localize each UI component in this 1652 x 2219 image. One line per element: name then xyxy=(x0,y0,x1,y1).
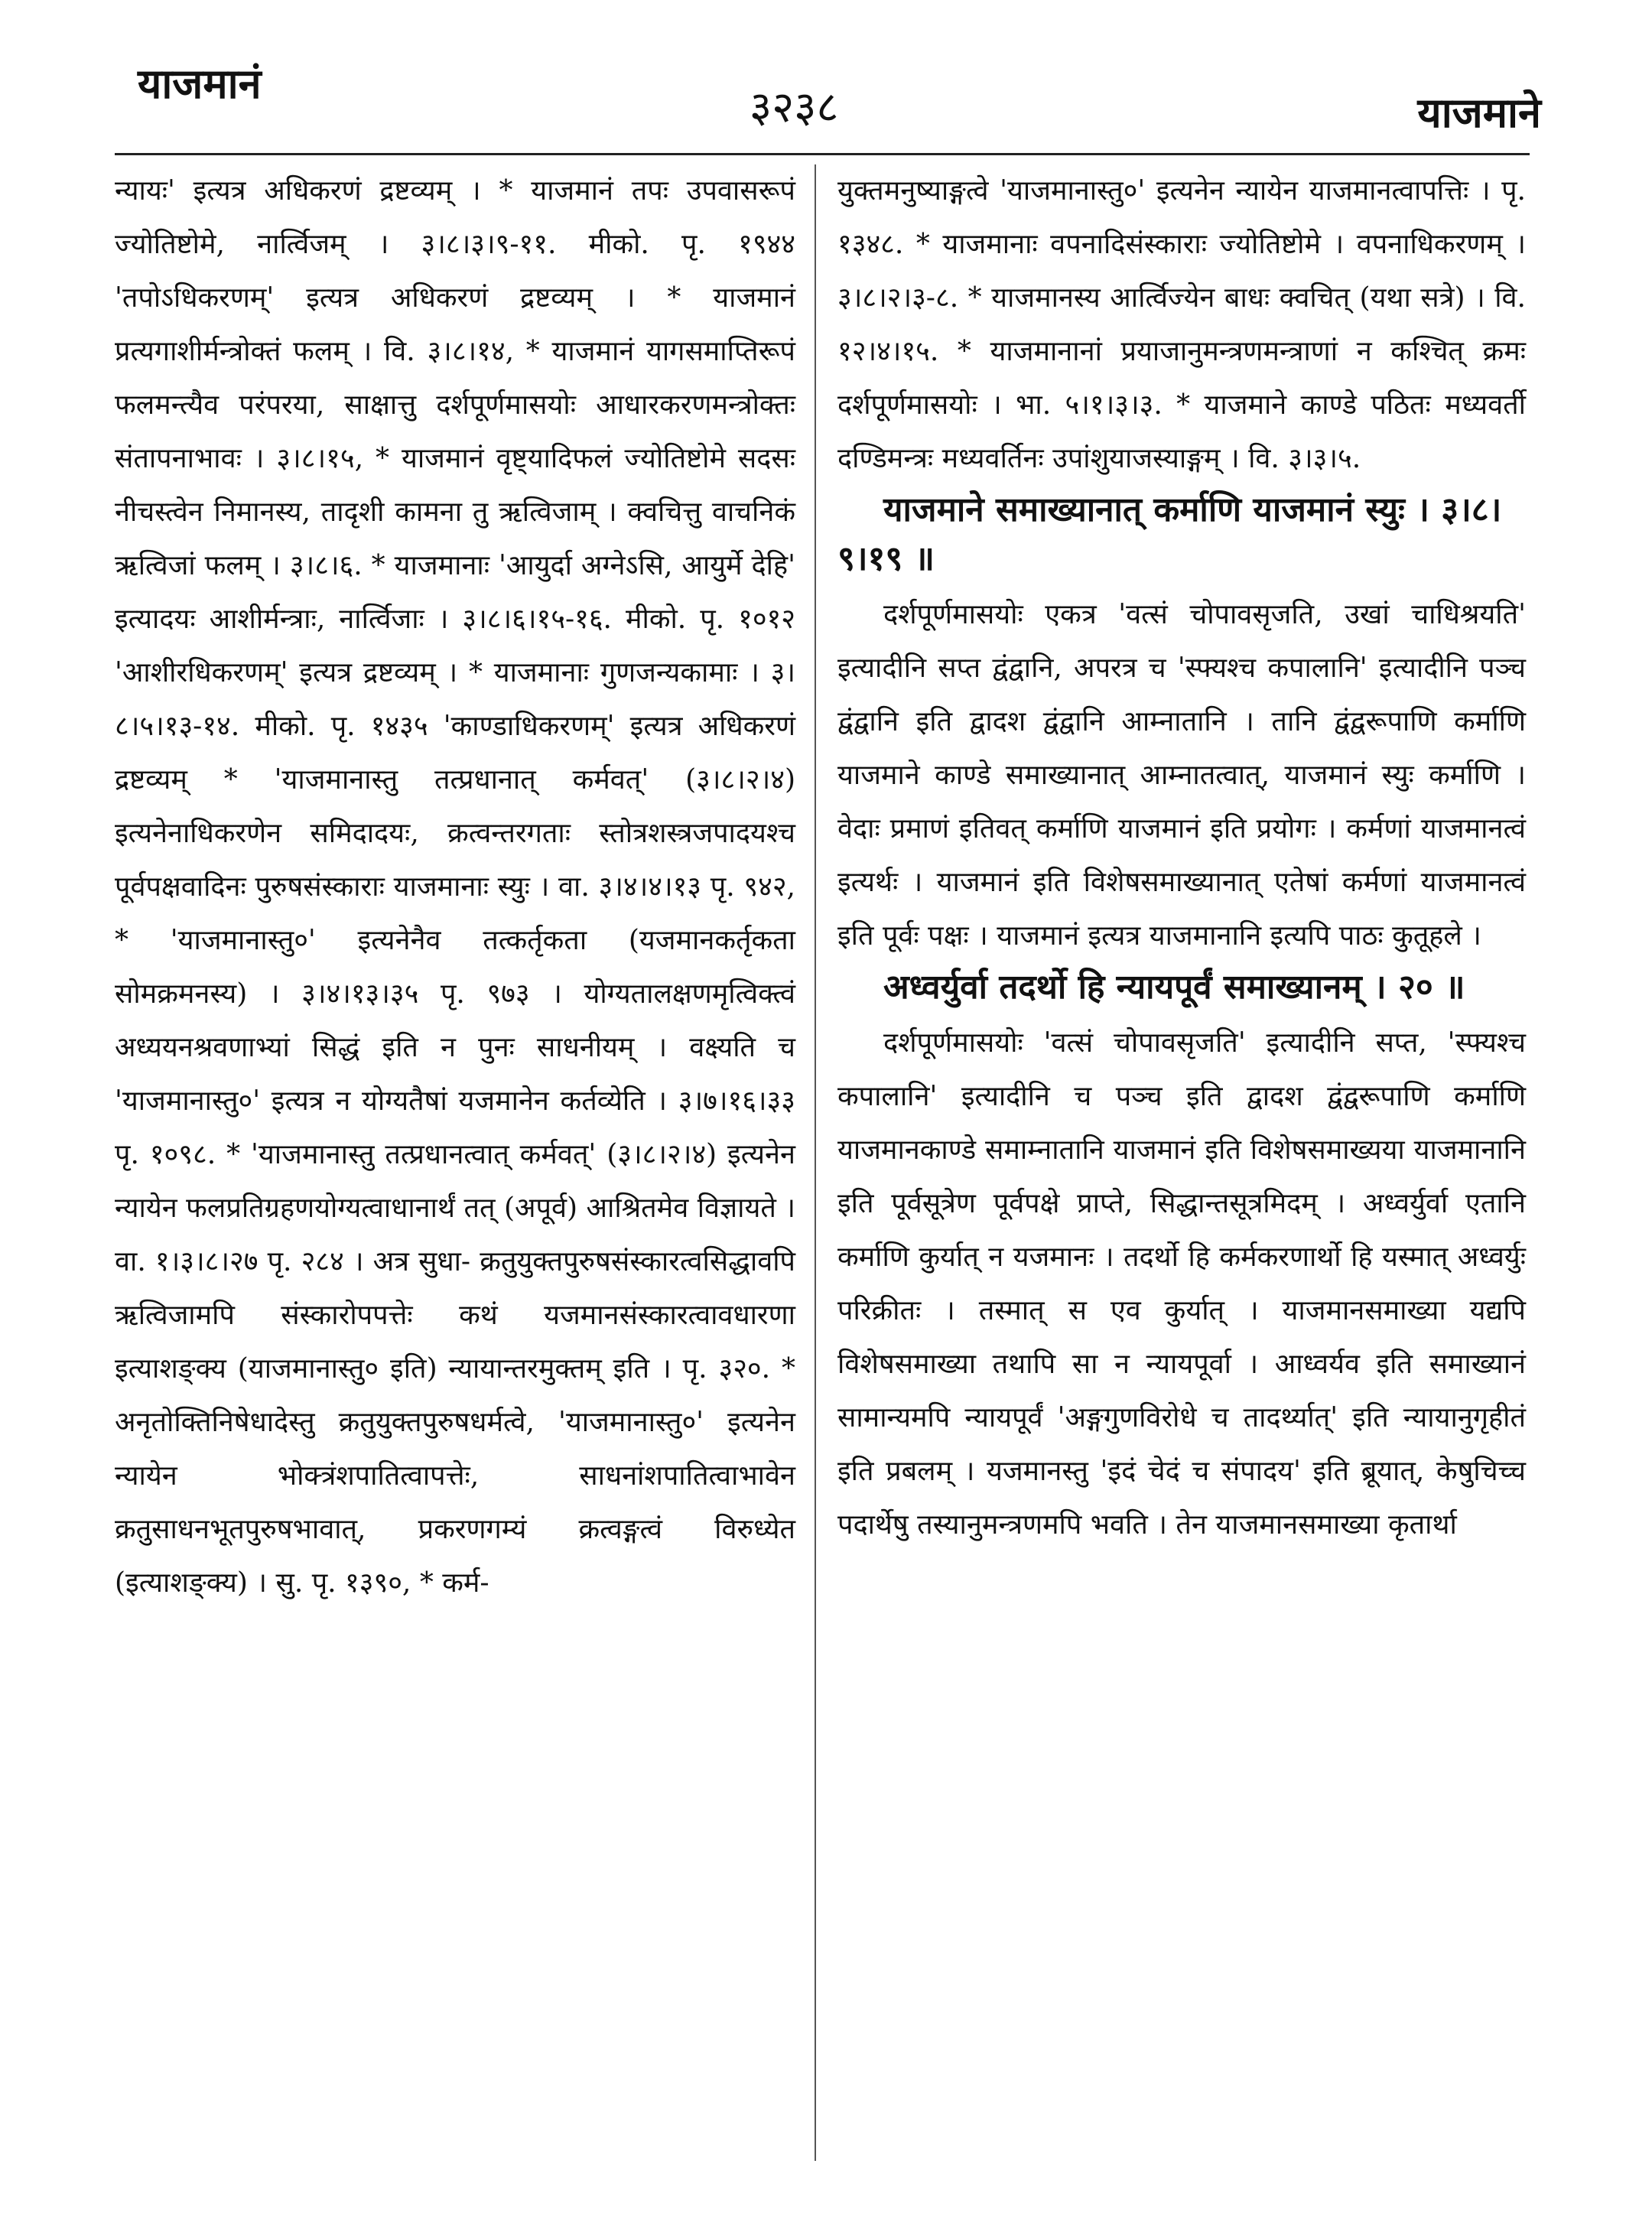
left-column-text: न्यायः' इत्यत्र अधिकरणं द्रष्टव्यम् । * याजमानं तपः उपवासरूपं ज्योतिष्टोमे, नार्त्विजम् । ३।८।३।९-११. मीको. पृ. १९४४ 'तपोऽधिकरणम्' इत्यत्र अधिकरणं द्रष्टव्यम् । * याजमानं प्रत्यगाशीर्मन्त्रोक्तं फलम् । वि. ३।८।१४, * याजमानं यागसमाप्तिरूपं फलमन्त्यैव परंपरया, साक्षात्तु दर्शपूर्णमासयोः आधारकरणमन्त्रोक्तः संतापनाभावः । ३।८।१५, * याजमानं वृष्ट्यादिफलं ज्योतिष्टोमे सदसः नीचस्त्वेन निमानस्य, तादृशी कामना तु ऋत्विजाम् । क्वचित्तु वाचनिकं ऋत्विजां फलम् । ३।८।६. * याजमानाः 'आयुर्दा अग्नेऽसि, आयुर्मे देहि' इत्यादयः आशीर्मन्त्राः, नार्त्विजाः । ३।८।६।१५-१६. मीको. पृ. १०१२ 'आशीरधिकरणम्' इत्यत्र द्रष्टव्यम् । * याजमानाः गुणजन्यकामाः । ३।८।५।१३-१४. मीको. पृ. १४३५ 'काण्डाधिकरणम्' इत्यत्र अधिकरणं द्रष्टव्यम् * 'याजमानास्तु तत्प्रधानात् कर्मवत्' (३।८।२।४) इत्यनेनाधिकरणेन समिदादयः, क्रत्वन्तरगताः स्तोत्रशस्त्रजपादयश्च पूर्वपक्षवादिनः पुरुषसंस्काराः याजमानाः स्युः । वा. ३।४।४।१३ पृ. ९४२, * 'याजमानास्तु०' इत्यनेनैव तत्कर्तृकता (यजमानकर्तृकता सोमक्रमनस्य) । ३।४।१३।३५ पृ. ९७३ । योग्यतालक्षणमृत्विक्त्वं अध्ययनश्रवणाभ्यां सिद्धं इति न पुनः साधनीयम् । वक्ष्यति च 'याजमानास्तु०' इत्यत्र न योग्यतैषां यजमानेन कर्तव्येति । ३।७।१६।३३ पृ. १०९८. * 'याजमानास्तु तत्प्रधानत्वात् कर्मवत्' (३।८।२।४) इत्यनेन न्यायेन फलप्रतिग्रहणयोग्यत्वाधानार्थं तत् (अपूर्व) आश्रितमेव विज्ञायते । वा. १।३।८।२७ पृ. २८४ । अत्र सुधा- क्रतुयुक्तपुरुषसंस्कारत्वसिद्धावपि ऋत्विजामपि संस्कारोपपत्तेः कथं यजमानसंस्कारत्वावधारणा इत्याशङ्क्य (याजमानास्तु० इति) न्यायान्तरमुक्तम् इति । पृ. ३२०. * अनृतोक्तिनिषेधादेस्तु क्रतुयुक्तपुरुषधर्मत्वे, 'याजमानास्तु०' इत्यनेन न्यायेन भोक्त्रंशपातित्वापत्तेः, साधनांशपातित्वाभावेन क्रतुसाधनभूतपुरुषभावात्, प्रकरणगम्यं क्रत्वङ्गत्वं विरुध्येत (इत्याशङ्क्य) । सु. पृ. १३९०, * कर्म- xyxy=(115,175,795,1599)
header-left-word: याजमानं xyxy=(138,59,262,108)
column-divider xyxy=(815,164,816,2161)
right-column xyxy=(837,164,1526,1552)
right-paragraph-1: युक्तमनुष्याङ्गत्वे 'याजमानास्तु०' इत्यनेन न्यायेन याजमानत्वापत्तिः । पृ. १३४८. * याजमानाः वपनादिसंस्काराः ज्योतिष्टोमे । वपनाधिकरणम् । ३।८।२।३-८. * याजमानस्य आर्त्विज्येन बाधः क्वचित् (यथा सत्रे) । वि. १२।४।१५. * याजमानानां प्रयाजानुमन्त्रणमन्त्राणां न कश्चित् क्रमः दर्शपूर्णमासयोः । भा. ५।१।३।३. * याजमाने काण्डे पठितः मध्यवर्ती दण्डिमन्त्रः मध्यवर्तिनः उपांशुयाजस्याङ्गम् । वि. ३।३।५. xyxy=(837,175,1526,474)
header-rule xyxy=(115,153,1530,155)
header-right-word: याजमाने xyxy=(1417,88,1541,137)
right-paragraph-3: दर्शपूर्णमासयोः 'वत्सं चोपावसृजति' इत्यादीनि सप्त, 'स्फ्यश्च कपालानि' इत्यादीनि च पञ्च इति द्वादश द्वंद्वरूपाणि कर्माणि याजमानकाण्डे समाम्नातानि याजमानं इति विशेषसमाख्यया याजमानानि इति पूर्वसूत्रेण पूर्वपक्षे प्राप्ते, सिद्धान्तसूत्रमिदम् । अध्वर्युर्वा एतानि कर्माणि कुर्यात् न यजमानः । तदर्थो हि कर्मकरणार्थो हि यस्मात् अध्वर्युः परिक्रीतः । तस्मात् स एव कुर्यात् । याजमानसमाख्या यद्यपि विशेषसमाख्या तथापि सा न न्यायपूर्वा । आध्वर्यव इति समाख्यानं सामान्यमपि न्यायपूर्वं 'अङ्गगुणविरोधे च तादर्थ्यात्' इति न्यायानुगृहीतं इति प्रबलम् । यजमानस्तु 'इदं चेदं च संपादय' इति ब्रूयात्, केषुचिच्च पदार्थेषु तस्यानुमन्त्रणमपि भवति । तेन याजमानसमाख्या कृतार्था xyxy=(837,1027,1526,1541)
left-column xyxy=(115,164,795,1610)
right-paragraph-2: दर्शपूर्णमासयोः एकत्र 'वत्सं चोपावसृजति, उखां चाधिश्रयति' इत्यादीनि सप्त द्वंद्वानि, अपरत्र च 'स्फ्यश्च कपालानि' इत्यादीनि पञ्च द्वंद्वानि इति द्वादश द्वंद्वानि आम्नातानि । तानि द्वंद्वरूपाणि कर्माणि याजमाने काण्डे समाख्यानात् आम्नातत्वात्, याजमानं स्युः कर्माणि । वेदाः प्रमाणं इतिवत् कर्माणि याजमानं इति प्रयोगः । कर्मणां याजमानत्वं इत्यर्थः । याजमानं इति विशेषसमाख्यानात् एतेषां कर्मणां याजमानत्वं इति पूर्वः पक्षः । याजमानं इत्यत्र याजमानानि इत्यपि पाठः कुतूहले । xyxy=(837,599,1526,952)
page-header xyxy=(0,0,1652,153)
sutra-19: याजमाने समाख्यानात् कर्माणि याजमानं स्युः । ३।८।९।१९ ॥ xyxy=(837,490,1502,578)
page-number: ३२३८ xyxy=(750,83,839,132)
sutra-20: अध्वर्युर्वा तदर्थो हि न्यायपूर्वं समाख्यानम् । २० ॥ xyxy=(883,968,1465,1007)
